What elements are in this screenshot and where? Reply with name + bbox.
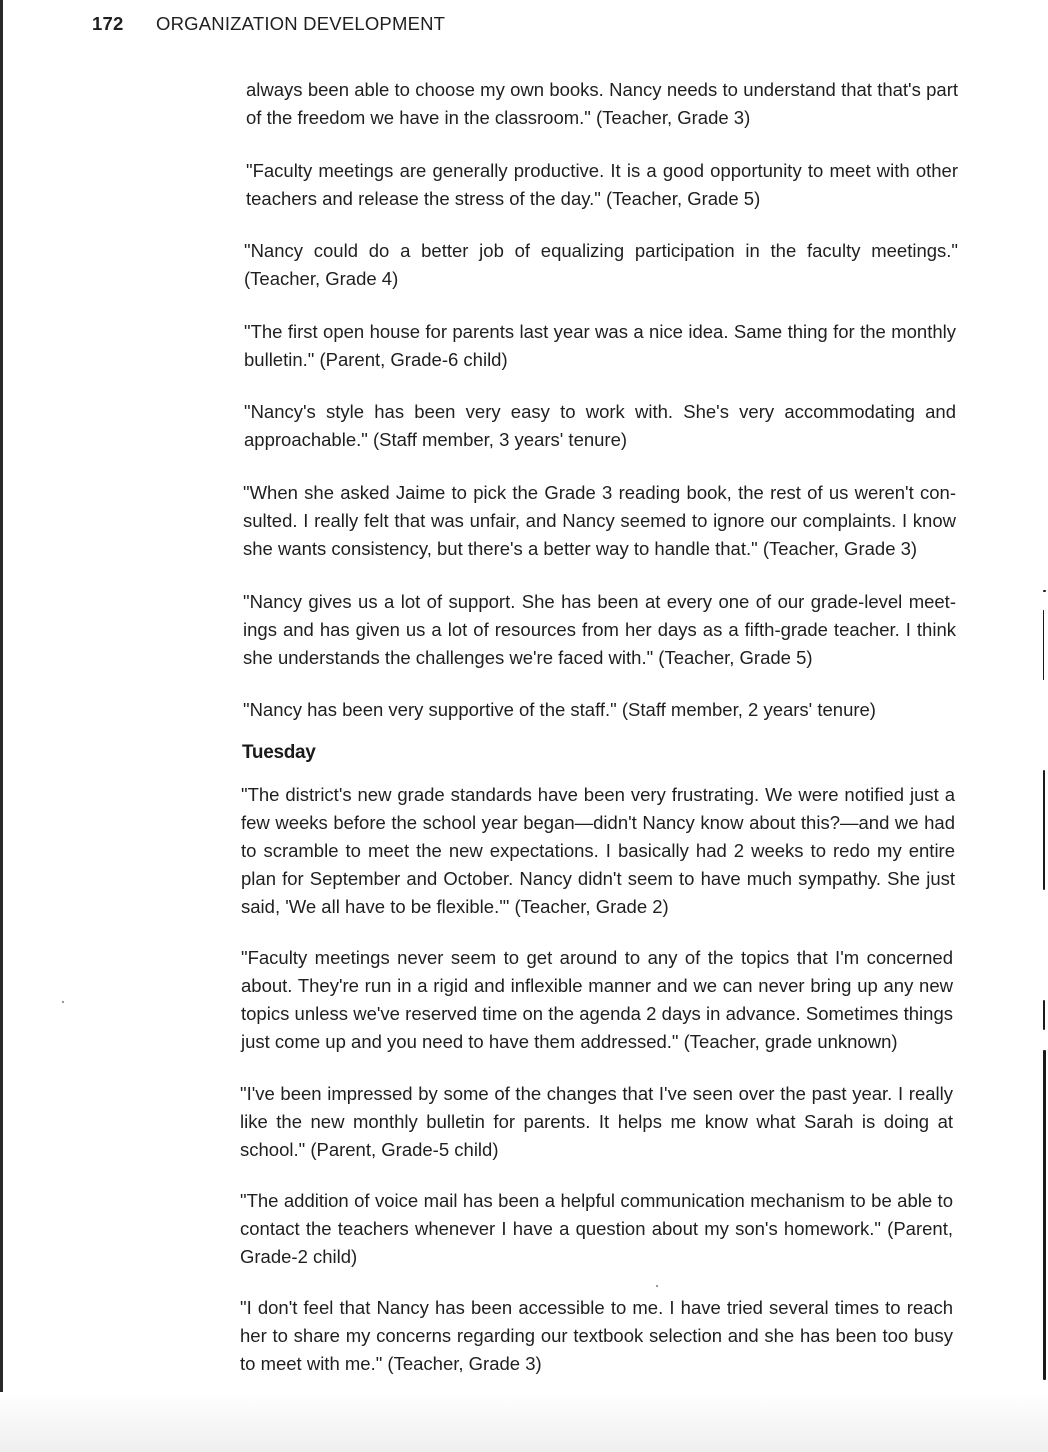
page-number: 172 bbox=[92, 13, 124, 34]
edge-mark bbox=[1043, 1000, 1045, 1030]
quote-paragraph: "The first open house for parents last year was a nice idea. Same thing for the monthly bulletin." (Parent, Grade-6 child) bbox=[244, 321, 956, 370]
edge-mark bbox=[1043, 610, 1044, 680]
quote-paragraph: "I don't feel that Nancy has been accessible to me. I have tried several times to reach her to share my concerns regarding our textbook selection and she has been too busy to meet with me." (Teacher, Grade 3) bbox=[240, 1297, 953, 1374]
running-head bbox=[92, 13, 445, 35]
edge-mark bbox=[1043, 1050, 1046, 1380]
page-left-edge-shadow bbox=[0, 0, 3, 1452]
edge-mark bbox=[1043, 590, 1046, 592]
section-title: ORGANIZATION DEVELOPMENT bbox=[156, 13, 446, 34]
quote-paragraph: "Faculty meetings are generally productive. It is a good opportunity to meet with other teachers and release the stress of the day." (Teacher, Grade 5) bbox=[246, 160, 958, 209]
quote-paragraph: "Nancy could do a better job of equalizing participation in the faculty meetings." (Teacher, Grade 4) bbox=[244, 240, 958, 289]
quote-paragraph: "Faculty meetings never seem to get around to any of the topics that I'm concerned about. They're run in a rigid and inflexible manner and we can never bring up any new topics unless we've reserved time on the agenda 2 days in advance. Sometimes things just come up and you need to have them addressed." (Teacher, grade unknown) bbox=[241, 947, 953, 1052]
page-bottom-shadow bbox=[0, 1392, 1048, 1452]
tuesday-heading: Tuesday bbox=[242, 742, 316, 763]
quote-paragraph: "Nancy's style has been very easy to work with. She's very accommodating and approachable." (Staff member, 3 years' tenure) bbox=[244, 401, 956, 450]
quote-paragraph: "I've been impressed by some of the changes that I've seen over the past year. I really like the new monthly bulletin for parents. It helps me know what Sarah is doing at school." (Parent, Grade-5 child) bbox=[240, 1083, 953, 1160]
page-right-edge-marks bbox=[1042, 580, 1048, 1360]
quote-paragraph: always been able to choose my own books. Nancy needs to understand that that's part of the freedom we have in the classroom." (Teacher, Grade 3) bbox=[246, 79, 958, 128]
edge-mark bbox=[1043, 770, 1045, 890]
quote-paragraph: "The addition of voice mail has been a helpful communication mechanism to be able to contact the teachers whenever I have a question about my son's homework." (Parent, Grade-2 child) bbox=[240, 1190, 953, 1267]
quote-paragraph: "The district's new grade standards have been very frustrating. We were notified just a few weeks before the school year began—didn't Nancy know about this?—and we had to scramble to meet the new expectations. I basically had 2 weeks to redo my entire plan for September and October. Nancy didn't seem to have much sympathy. She just said, 'We all have to be flexible.'" (Teacher, Grade 2) bbox=[241, 784, 955, 917]
quote-paragraph: "When she asked Jaime to pick the Grade 3 reading book, the rest of us weren't con-sulted. I really felt that was unfair, and Nancy seemed to ignore our complaints. I know she wants consistency, but there's a better way to handle that." (Teacher, Grade 3) bbox=[243, 482, 956, 559]
quote-paragraph: "Nancy gives us a lot of support. She has been at every one of our grade-level meet-ings and has given us a lot of resources from her days as a fifth-grade teacher. I think she understands the challenges we're faced with." (Teacher, Grade 5) bbox=[243, 591, 956, 668]
stray-dot bbox=[656, 1285, 658, 1287]
stray-dot bbox=[62, 1001, 64, 1003]
quote-paragraph: "Nancy has been very supportive of the staff." (Staff member, 2 years' tenure) bbox=[243, 699, 876, 720]
